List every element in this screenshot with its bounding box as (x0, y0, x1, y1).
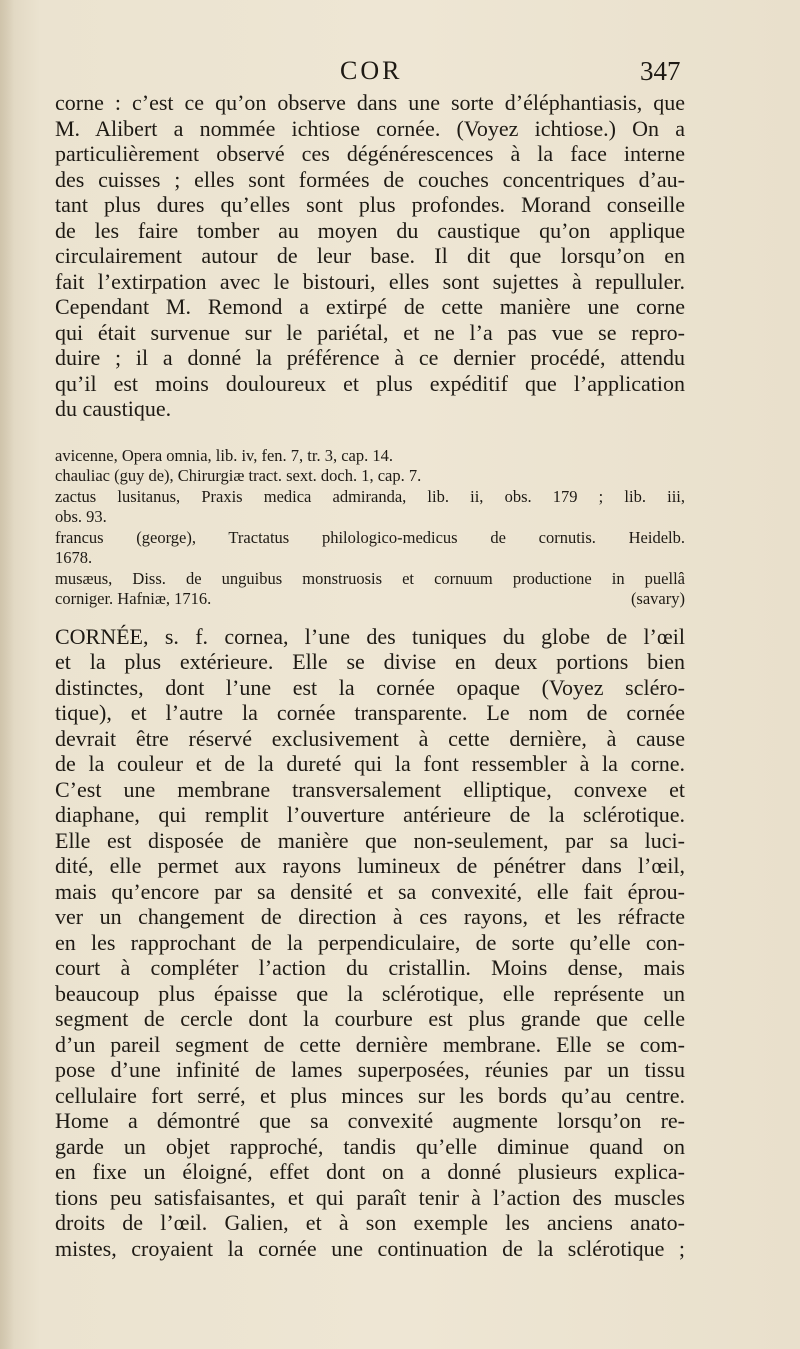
text-line: d’un pareil segment de cette dernière membrane. Elle se com- (55, 1031, 685, 1057)
text-line: du caustique. (55, 396, 172, 421)
reference-musaeus-cont-row (55, 589, 685, 610)
text-line: diaphane, qui remplit l’ouverture antérieure de la sclérotique. (55, 802, 685, 827)
text-line: de les faire tomber au moyen du caustique qu’on applique (55, 217, 685, 243)
text-line: tique), et l’autre la cornée transparente. Le nom de cornée (55, 700, 685, 725)
text-line: cellulaire fort serré, et plus minces sur les bords qu’au centre. (55, 1082, 685, 1108)
text-line: segment de cercle dont la courbure est plus grande que celle (55, 1006, 685, 1031)
reference-avicenne: avicenne, Opera omnia, lib. iv, fen. 7, tr. 3, cap. 14. (55, 445, 393, 465)
reference-francus: francus (george), Tractatus philologico-medicus de cornutis. Heidelb. (55, 527, 685, 547)
text-line: garde un objet rapproché, tandis qu’elle diminue quand on (55, 1133, 685, 1159)
text-line: C’est une membrane transversalement elliptique, convexe et (55, 776, 685, 802)
text-line: tions peu satisfaisantes, et qui paraît tenir à l’action des muscles (55, 1184, 685, 1210)
text-line: en fixe un éloigné, effet dont on a donné plusieurs explica- (55, 1159, 685, 1184)
text-line: et la plus extérieure. Elle se divise en deux portions bien (55, 649, 685, 674)
text-line: qui était survenue sur le pariétal, et ne l’a pas vue se repro- (55, 319, 685, 345)
reference-chauliac: chauliac (guy de), Chirurgiæ tract. sext. doch. 1, cap. 7. (55, 466, 422, 485)
text-line: duire ; il a donné la préférence à ce dernier procédé, attendu (55, 345, 685, 370)
text-line: distinctes, dont l’une est la cornée opaque (Voyez scléro- (55, 674, 685, 700)
text-line: mais qu’encore par sa densité et sa convexité, elle fait éprou- (55, 878, 685, 904)
text-line: Home a démontré que sa convexité augmente lorsqu’on re- (55, 1108, 685, 1133)
text-line: corne : c’est ce qu’on observe dans une sorte d’éléphantiasis, que (55, 90, 685, 115)
page-number: 347 (640, 56, 681, 86)
author-signature: (savary) (630, 589, 685, 608)
reference-musaeus-cont: corniger. Hafniæ, 1716. (55, 589, 212, 608)
text-line: circulairement autour de leur base. Il dit que lorsqu’on en (55, 243, 685, 268)
text-line: Cependant M. Remond a extirpé de cette manière une corne (55, 294, 685, 319)
running-head (0, 56, 800, 88)
text-line: beaucoup plus épaisse que la sclérotique, elle représente un (55, 980, 685, 1006)
text-line: de la couleur et de la dureté qui la font ressembler à la corne. (55, 751, 685, 776)
paragraph-cornee (55, 624, 685, 1262)
reference-zactus-cont: obs. 93. (55, 507, 107, 526)
reference-musaeus: musæus, Diss. de unguibus monstruosis et cornuum productione in puellâ (55, 568, 685, 588)
page-gutter-shadow (0, 0, 14, 1349)
entry-headword-line: CORNÉE, s. f. cornea, l’une des tuniques du globe de l’œil (55, 623, 685, 649)
text-line: M. Alibert a nommée ichtiose cornée. (Voyez ichtiose.) On a (55, 115, 685, 141)
text-column (55, 90, 685, 1261)
text-line: mistes, croyaient la cornée une continuation de la sclérotique ; (55, 1235, 685, 1261)
reference-zactus: zactus lusitanus, Praxis medica admiranda, lib. ii, obs. 179 ; lib. iii, (55, 486, 685, 506)
text-line: pose d’une infinité de lames superposées, réunies par un tissu (55, 1057, 685, 1082)
text-line: ver un changement de direction à ces rayons, et les réfracte (55, 904, 685, 929)
text-line: droits de l’œil. Galien, et à son exemple les anciens anato- (55, 1210, 685, 1235)
text-line: dité, elle permet aux rayons lumineux de pénétrer dans l’œil, (55, 853, 685, 878)
text-line: fait l’extirpation avec le bistouri, elles sont sujettes à repulluler. (55, 268, 685, 294)
text-line: des cuisses ; elles sont formées de couches concentriques d’au- (55, 166, 685, 192)
text-line: en les rapprochant de la perpendiculaire, de sorte qu’elle con- (55, 929, 685, 955)
text-line: Elle est disposée de manière que non-seulement, par sa luci- (55, 827, 685, 853)
running-head-title: COR (340, 56, 403, 85)
bibliography (55, 446, 685, 610)
text-line: court à compléter l’action du cristallin. Moins dense, mais (55, 955, 685, 980)
text-line: particulièrement observé ces dégénérescences à la face interne (55, 141, 685, 166)
paragraph-corne-continuation (55, 90, 685, 422)
text-line: qu’il est moins douloureux et plus expéditif que l’application (55, 370, 685, 396)
reference-francus-cont: 1678. (55, 548, 93, 567)
text-line: devrait être réservé exclusivement à cette dernière, à cause (55, 725, 685, 751)
text-line: tant plus dures qu’elles sont plus profondes. Morand conseille (55, 192, 685, 217)
